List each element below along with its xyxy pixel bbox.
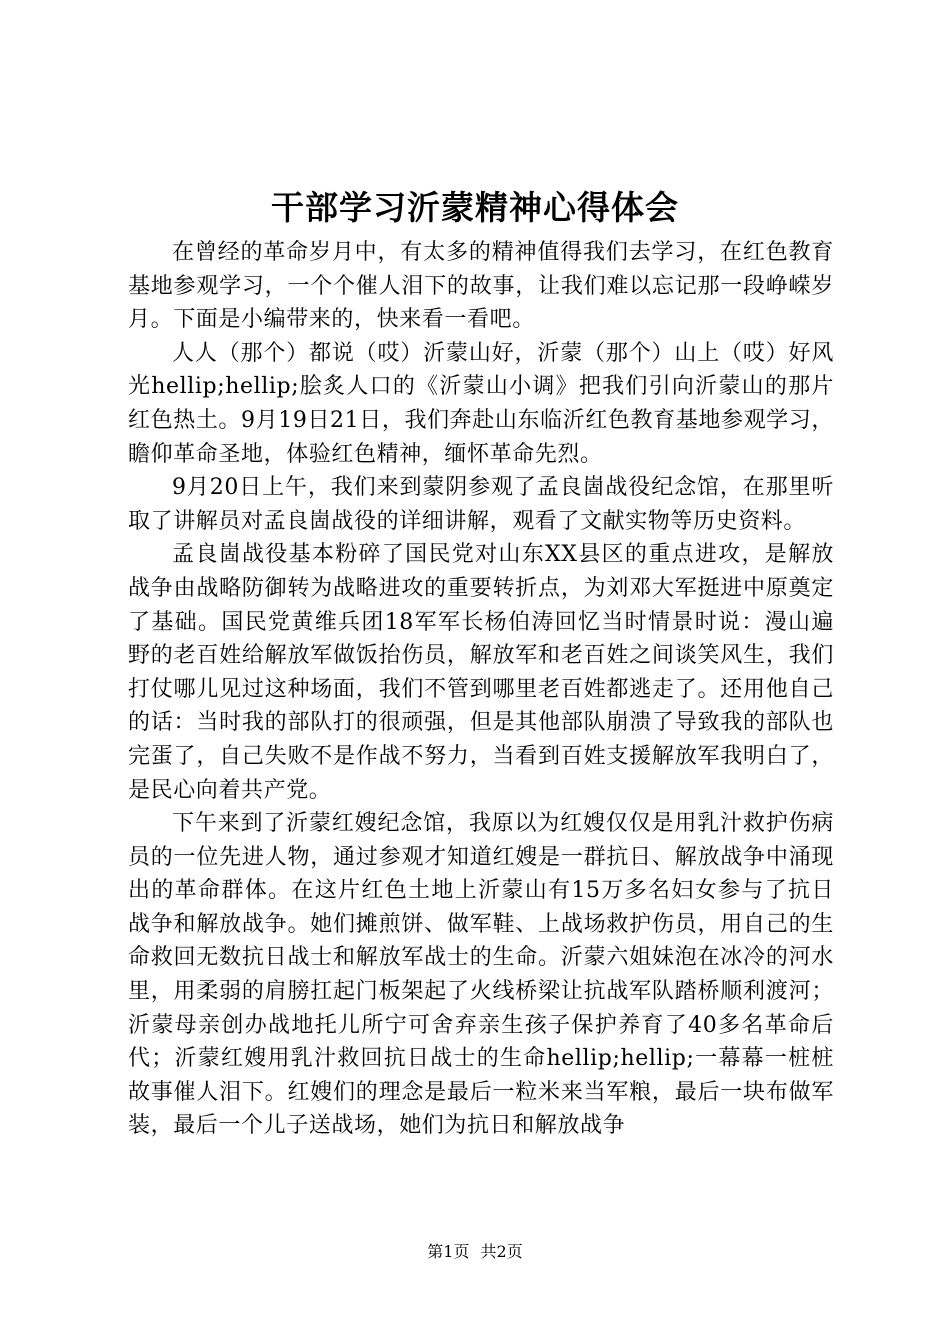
paragraph-hongsao: 下午来到了沂蒙红嫂纪念馆，我原以为红嫂仅仅是用乳汁救护伤病员的一位先进人物，通过参观才知道红嫂是一群抗日、解放战争中涌现出的革命群体。在这片红色土地上沂蒙山有15万多名妇女参与了抗日战争和解放战争。她们摊煎饼、做军鞋、上战场救护伤员，用自己的生命救回无数抗日战士和解放军战士的生命。沂蒙六姐妹泡在冰冷的河水里，用柔弱的肩膀扛起门板架起了火线桥梁让抗战军队踏桥顺利渡河；沂蒙母亲创办战地托儿所宁可舍弃亲生孩子保护养育了40多名革命后代；沂蒙红嫂用乳汁救回抗日战士的生命hellip;hellip;一幕幕一桩桩故事催人泪下。红嫂们的理念是最后一粒米来当军粮，最后一块布做军装，最后一个儿子送战场，她们为抗日和解放战争: [128, 811, 834, 1139]
paragraph-memorial-visit: 9月20日上午，我们来到蒙阴参观了孟良崮战役纪念馆，在那里听取了讲解员对孟良崮战役的详细讲解，观看了文献实物等历史资料。: [128, 475, 834, 534]
paragraph-song: 人人（那个）都说（哎）沂蒙山好，沂蒙（那个）山上（哎）好风光hellip;hellip;脍炙人口的《沂蒙山小调》把我们引向沂蒙山的那片红色热土。9月19日21日，我们奔赴山东临沂红色教育基地参观学习，瞻仰革命圣地，体验红色精神，缅怀革命先烈。: [128, 340, 834, 467]
paragraph-battle: 孟良崮战役基本粉碎了国民党对山东XX县区的重点进攻，是解放战争由战略防御转为战略进攻的重要转折点，为刘邓大军挺进中原奠定了基础。国民党黄维兵团18军军长杨伯涛回忆当时情景时说：漫山遍野的老百姓给解放军做饭抬伤员，解放军和老百姓之间谈笑风生，我们打仗哪儿见过这种场面，我们不管到哪里老百姓都逃走了。还用他自己的话：当时我的部队打的很顽强，但是其他部队崩溃了导致我的部队也完蛋了，自己失败不是作战不努力，当看到百姓支援解放军我明白了，是民心向着共产党。: [128, 542, 834, 803]
document-body: [128, 236, 834, 1143]
page-number: 第1页: [427, 1242, 470, 1261]
paragraph-intro: 在曾经的革命岁月中，有太多的精神值得我们去学习，在红色教育基地参观学习，一个个催人泪下的故事，让我们难以忘记那一段峥嵘岁月。下面是小编带来的，快来看一看吧。: [128, 240, 834, 333]
page-footer: [0, 1240, 950, 1264]
document-title: 干部学习沂蒙精神心得体会: [271, 188, 679, 227]
page-total: 共2页: [480, 1242, 523, 1261]
